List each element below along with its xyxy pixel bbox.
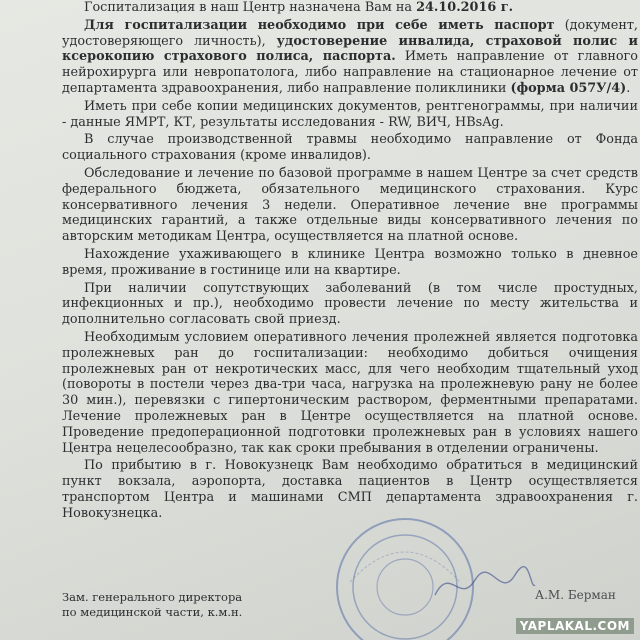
paragraph-documents-end: . — [626, 80, 631, 96]
paragraph-documents-bold-b: удостоверение инвалида, страховой полис и ксерокопию страхового полиса, паспорта. — [62, 33, 638, 65]
signer-name: А.М. Берман — [535, 588, 616, 602]
signature-scribble — [430, 560, 540, 610]
document-body — [62, 0, 638, 524]
paragraph-injury: В случае производственной травмы необходимо направление от Фонда социального страхования (кроме инвалидов). — [62, 132, 638, 164]
paragraph-documents-text-a: (документ, удостоверяющего личность), — [62, 17, 638, 49]
paragraph-documents-text-b: Иметь направление от главного нейрохирурга или невропатолога, либо направление на стационарное лечение от департамента здравоохранения, либо направление поликлиники — [62, 49, 638, 96]
signature-title-line1: Зам. генерального директора — [62, 590, 243, 604]
paragraph-documents — [62, 18, 638, 97]
appointment-line — [84, 0, 638, 16]
paragraph-caregiver: Нахождение ухаживающего в клинике Центра возможно только в дневное время, проживание в гостинице или на квартире. — [62, 246, 638, 278]
paragraph-treatment: Обследование и лечение по базовой программе в нашем Центре за счет средств федерального бюджета, обязательного медицинского страхования. Курс консервативного лечения 3 недели. Оперативное лечение вне программы медицинских гарантий, а также отдельные виды консервативного лечения по авторским методикам Центра, осуществляется на платной основе. — [62, 165, 638, 245]
paragraph-documents-bold-a: Для госпитализации необходимо при себе иметь паспорт — [84, 17, 555, 33]
appointment-text: Госпитализация в наш Центр назначена Вам на — [84, 0, 413, 15]
signature-block — [62, 590, 242, 620]
paragraph-comorbid: При наличии сопутствующих заболеваний (в том числе простудных, инфекционных и пр.), необходимо провести лечение по месту жительства и дополнительно согласовать свой приезд. — [62, 280, 638, 328]
form-code: (форма 057У/4) — [510, 80, 627, 96]
appointment-date: 24.10.2016 г. — [416, 0, 514, 15]
paragraph-arrival: По прибытию в г. Новокузнецк Вам необходимо обратиться в медицинский пункт вокзала, аэропорта, доставка пациентов в Центр осуществляется транспортом Центра и машинами СМП департамента здравоохранения г. Новокузнецка. — [62, 458, 638, 521]
signature-title-line2: по медицинской части, к.м.н. — [62, 605, 243, 619]
site-watermark: YAPLAKAL.COM — [516, 618, 634, 634]
paragraph-copies: Иметь при себе копии медицинских документов, рентгенограммы, при наличии - данные ЯМРТ, КТ, результаты исследования - RW, ВИЧ, HBsAg. — [62, 98, 638, 130]
paragraph-bedsores: Необходимым условием оперативного лечения пролежней является подготовка пролежневых ран до госпитализации: необходимо добиться очищения пролежневых ран от некротических масс, для чего необходим тщательный уход (повороты в постели через два-три часа, нагрузка на пролежневую рану не более 30 мин.), перевязки с гипертоническим раствором, ферментными препаратами. Лечение пролежневых ран в Центре осуществляется на платной основе. Проведение предоперационной подготовки пролежневых ран в условиях нашего Центра нецелесообразно, так как сроки пребывания в отделении ограничены. — [62, 329, 638, 456]
